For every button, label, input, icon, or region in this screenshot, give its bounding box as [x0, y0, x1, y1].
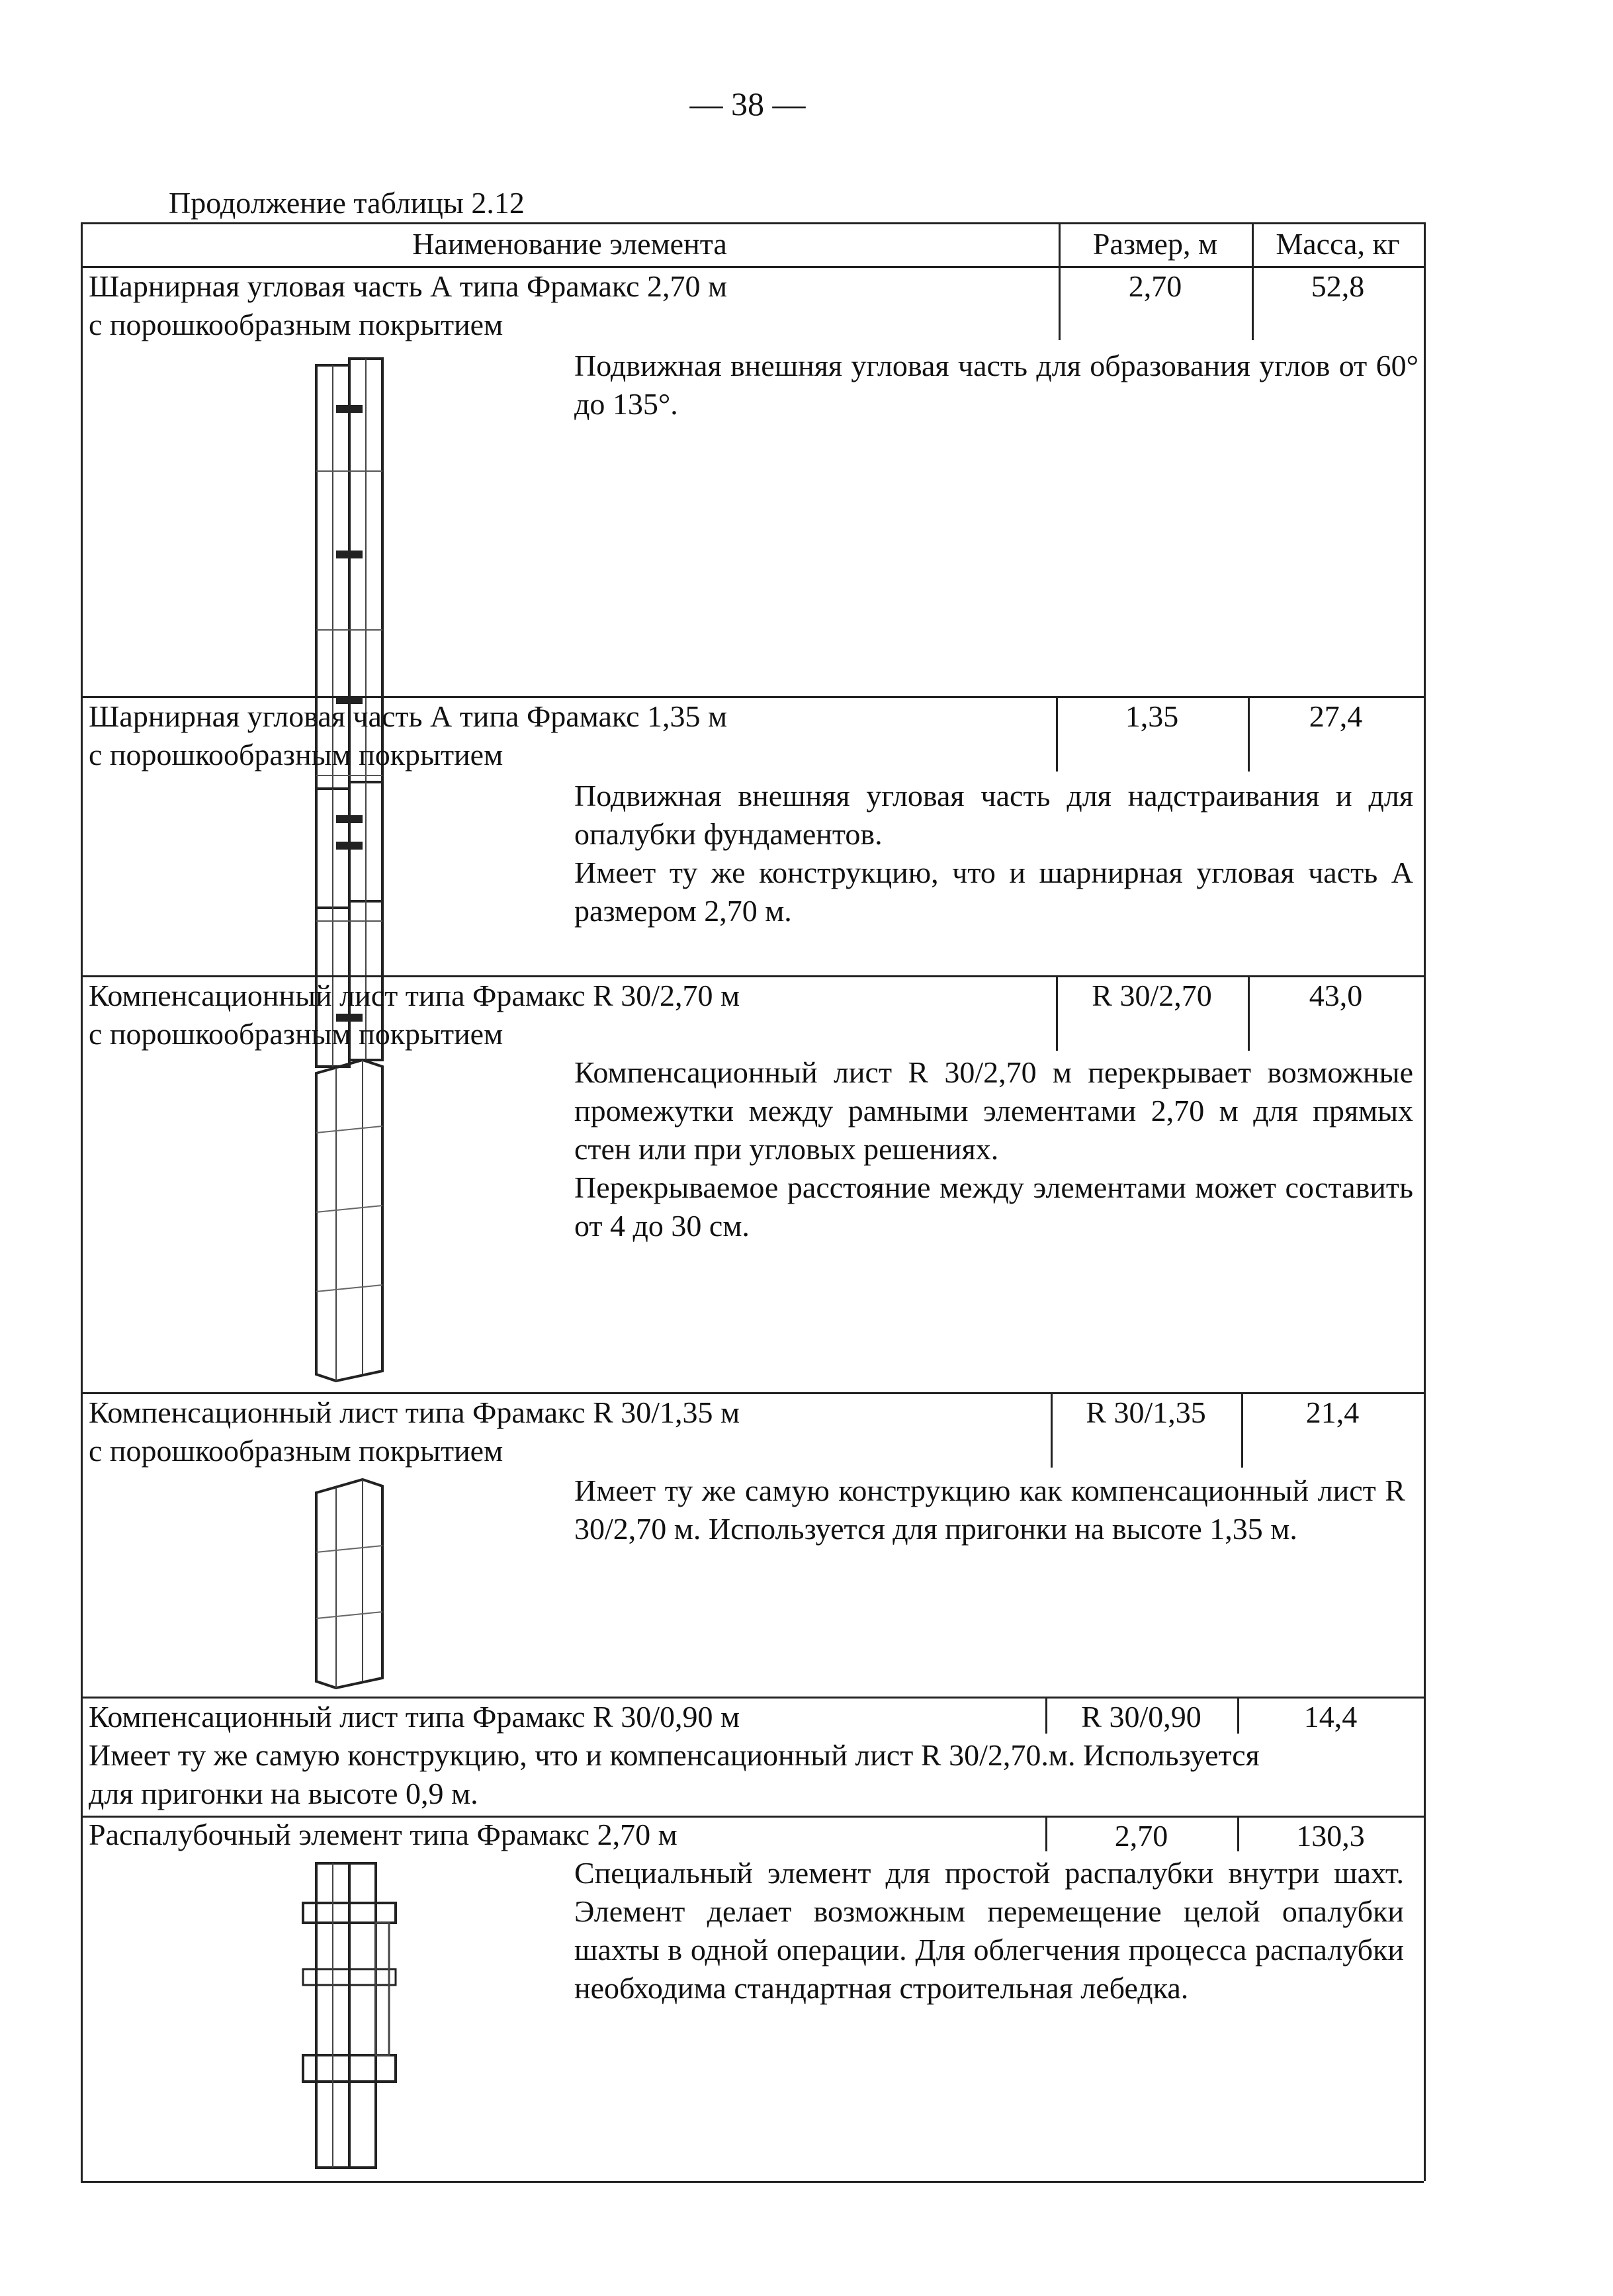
compensation-sheet-135-figure: [296, 1473, 402, 1691]
header-name: Наименование элемента: [412, 227, 727, 261]
row-subtitle: с порошкообразным покрытием: [89, 738, 503, 772]
row-title: Компенсационный лист типа Фрамакс R 30/2,70 м: [89, 979, 740, 1012]
row-title: Распалубочный элемент типа Фрамакс 2,70 м: [89, 1818, 677, 1851]
row-description: Компенсационный лист R 30/2,70 м перекрывает возможные промежутки между рамными элементами 2,70 м для прямых стен или при угловых решениях. Перекрываемое расстояние между элементами может составить от 4 до 30 см.: [574, 1055, 1413, 1243]
row-description-line: Имеет ту же самую конструкцию, что и компенсационный лист R 30/2,70.м. Используется: [89, 1738, 1260, 1772]
table-top-border: [81, 222, 1424, 224]
row-mass: 14,4: [1303, 1700, 1358, 1734]
row-title: Шарнирная угловая часть А типа Фрамакс 1,35 м: [89, 699, 728, 733]
row-description: Специальный элемент для простой распалубки внутри шахт. Элемент делает возможным перемещение целой опалубки шахты в одной операции. Для облегчения процесса распалубки необходима стандартная строительная лебедка.: [574, 1856, 1404, 2005]
compensation-sheet-270-figure: [296, 1053, 402, 1384]
table-right-border: [1424, 222, 1426, 2181]
row-description: Подвижная внешняя угловая часть для образования углов от 60° до 135°.: [574, 349, 1418, 421]
header-size: Размер, м: [1092, 227, 1218, 261]
row-size: R 30/2,70: [1092, 979, 1212, 1012]
row-size: 2,70: [1114, 1819, 1168, 1853]
row-mass: 52,8: [1311, 269, 1365, 303]
row-size: R 30/1,35: [1086, 1395, 1206, 1429]
row-size: 1,35: [1125, 699, 1179, 733]
row-subtitle: с порошкообразным покрытием: [89, 1434, 503, 1468]
row-description: Имеет ту же самую конструкцию как компенсационный лист R 30/2,70 м. Используется для пригонки на высоте 1,35 м.: [574, 1474, 1405, 1546]
table-bottom-border: [81, 2181, 1424, 2183]
row-size: 2,70: [1128, 269, 1182, 303]
row-subtitle: с порошкообразным покрытием: [89, 308, 503, 341]
table-caption: Продолжение таблицы 2.12: [169, 186, 525, 220]
row-title: Шарнирная угловая часть А типа Фрамакс 2,70 м: [89, 269, 728, 303]
row-description-line: для пригонки на высоте 0,9 м.: [89, 1777, 478, 1810]
stripping-element-figure: [290, 1857, 409, 2174]
row-subtitle: с порошкообразным покрытием: [89, 1017, 503, 1051]
elements-table: [81, 222, 1424, 2181]
row-mass: 130,3: [1296, 1819, 1365, 1853]
row-description: Подвижная внешняя угловая часть для надстраивания и для опалубки фундаментов. Имеет ту же конструкцию, что и шарнирная угловая часть А размером 2,70 м.: [574, 779, 1413, 928]
row-title: Компенсационный лист типа Фрамакс R 30/0,90 м: [89, 1700, 740, 1734]
row-mass: 21,4: [1305, 1395, 1360, 1429]
header-mass: Масса, кг: [1276, 227, 1400, 261]
row-size: R 30/0,90: [1081, 1700, 1201, 1734]
row-mass: 27,4: [1309, 699, 1363, 733]
table-left-border: [81, 222, 83, 2181]
row-title: Компенсационный лист типа Фрамакс R 30/1,35 м: [89, 1395, 740, 1429]
row-mass: 43,0: [1309, 979, 1363, 1012]
page-number: — 38 —: [689, 85, 806, 122]
